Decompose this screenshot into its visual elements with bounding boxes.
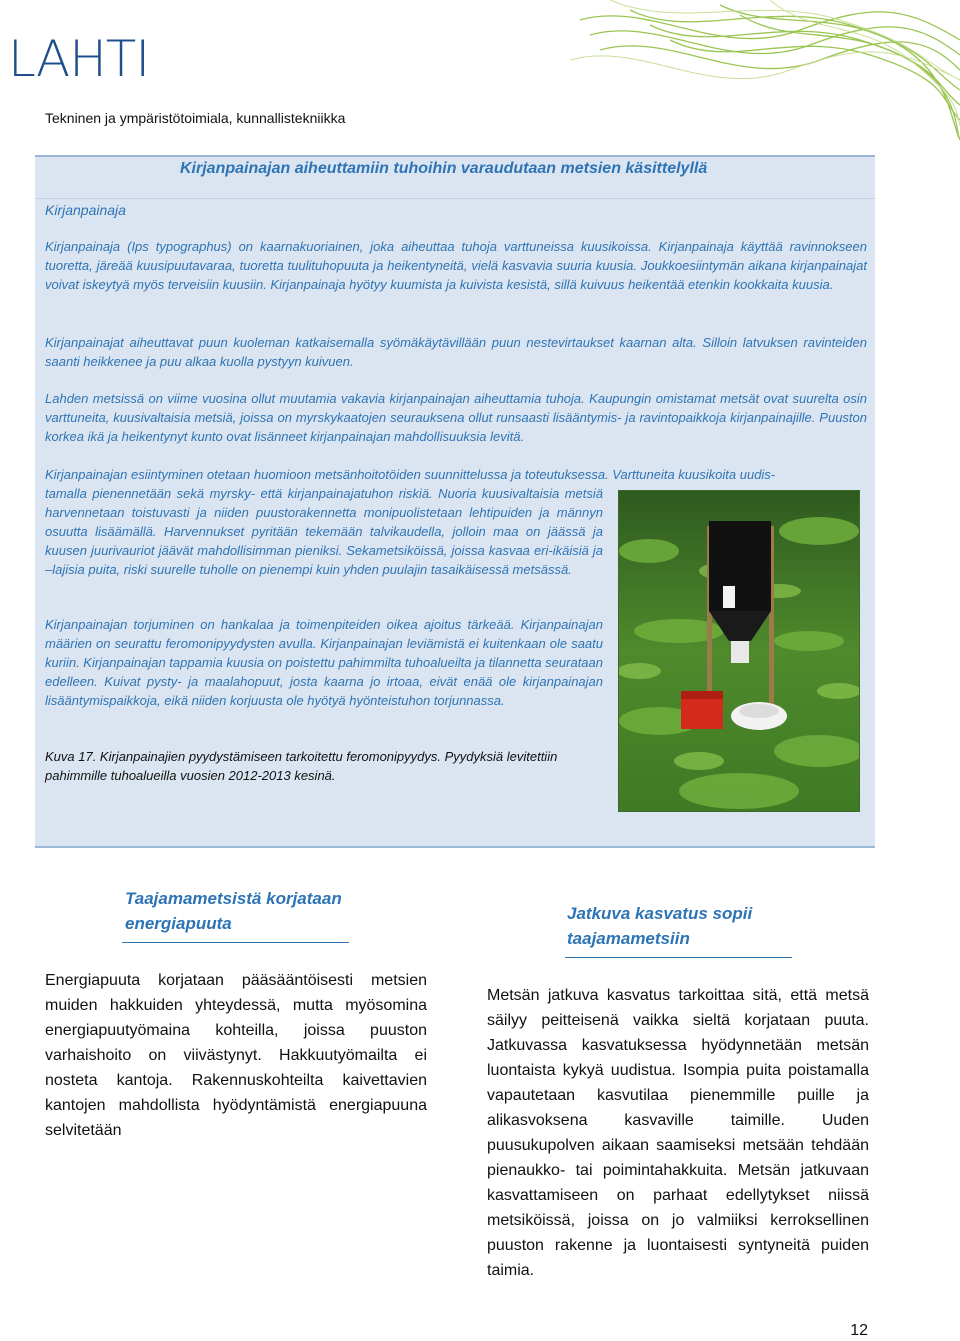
box-divider xyxy=(35,198,875,199)
logo-wordmark: LAHTI xyxy=(8,30,150,88)
right-heading-rule xyxy=(565,957,792,958)
box-paragraph: Lahden metsissä on viime vuosina ollut muutamia vakavia kirjanpainajan aiheuttamia tuhoja. Kaupungin omistamat metsät ovat suurelta osin varttuneita, kuusivaltaisia metsiä, joissa on myrskykaatojen seurauksena ollut runsaasti lisääntymis- ja ravintopaikkoja kirjanpainajille. Puuston korkea ikä ja heikentynyt kunto ovat lisänneet kirjanpainajan mahdollisuuksia levitä. xyxy=(45,391,867,444)
right-column-heading: Jatkuva kasvatus sopii taajamametsiin xyxy=(567,904,753,948)
box-label: Kirjanpainaja xyxy=(45,202,126,218)
box-paragraph: Kirjanpainajat aiheuttavat puun kuoleman katkaisemalla syömäkäytävillään puun nestevirtaukset kaarnan alta. Silloin latvuksen ravinteiden saanti heikkenee ja puu alkaa kuolla pystyyn kuivuen. xyxy=(45,335,867,369)
box-paragraph: tamalla pienennetään sekä myrsky- että kirjanpainajatuhon riskiä. Nuoria kuusivaltaisia metsiä harvennetaan toistuvasti ja niiden puustorakennetta monipuolistetaan lehtipuiden ja männyn osuutta lisäämällä. Harvennukset pyritään tekemään talvikaudella, jolloin maa on jäässä ja kuusen juurivauriot jäävät mahdollisimman pieniksi. Sekametsiköissä, joissa kasvaa eri-ikäisiä ja –lajisia puita, riski suurelle tuholle on pienempi kuin yhden puulajin tasaikäisessä metsässä. xyxy=(45,486,603,577)
trap-photo-illustration xyxy=(619,491,859,811)
decorative-wave-pattern xyxy=(570,0,960,140)
box-heading: Kirjanpainajan aiheuttamiin tuhoihin varaudutaan metsien käsittelyllä xyxy=(180,160,708,177)
left-column-heading: Taajamametsistä korjataan energiapuuta xyxy=(125,889,342,933)
department-line: Tekninen ja ympäristötoimiala, kunnallistekniikka xyxy=(45,110,346,126)
left-heading-rule xyxy=(122,942,349,943)
pheromone-trap-photo xyxy=(618,490,860,812)
right-column-text: Metsän jatkuva kasvatus tarkoittaa sitä, että metsä säilyy peitteisenä vaikka sieltä korjataan puuta. Jatkuvassa kasvatuksessa hyödynnetään metsän luontaista kykyä uudistua. Isompia puita poistamalla vapautetaan kasvutilaa pienemmille puille ja alikasvoksena kasvaville taimille. Uuden puusukupolven aikaan saamiseksi metsään tehdään pienaukko- tai poimintahakkuita. Metsän jatkuvaan kasvattamiseen on parhaat edellytykset niissä metsiköissä, joissa on jo valmiiksi kerroksellinen puuston rakenne ja luontaisesti syntyneitä puiden taimia. xyxy=(487,987,869,1279)
box-paragraph: Kirjanpainajan torjuminen on hankalaa ja toimenpiteiden oikea ajoitus tärkeää. Kirjanpainajan määrien on seurattu feromonipyydysten avulla. Kirjanpainajan leviämistä ei kuitenkaan ole saatu kuriin. Kirjanpainajan tappamia kuusia on poistettu pahimmilta tuhoalueilta ja tilannetta seurataan edelleen. Kuivat pysty- ja maalahopuut, josta kaarna jo irtoaa, eivät enää ole kirjanpainajan lisääntymispaikkoja, eikä niiden korjuusta ole hyötyä hyönteistuhon torjunnassa. xyxy=(45,617,603,708)
box-paragraph: Kirjanpainaja (Ips typographus) on kaarnakuoriainen, joka aiheuttaa tuhoja varttuneissa kuusikoissa. Kirjanpainaja käyttää ravinnokseen tuoretta, järeää kuusipuutavaraa, tuoretta tuulituhopuuta ja heikentyneitä, vielä kasvavia suuria kuusia. Joukkoesiintymän aikana kirjanpainajat voivat iskeytyä myös terveisiin kuusiin. Kirjanpainaja hyötyy kuumista ja kuivista kesistä, sillä kuivuus heikentää etenkin kookkaita kuusia. xyxy=(45,239,867,292)
lahti-logo xyxy=(8,30,150,88)
page-number: 12 xyxy=(850,1322,868,1339)
left-column-text: Energiapuuta korjataan pääsääntöisesti metsien muiden hakkuiden yhteydessä, mutta myösomina energiapuutyömaina kohteilla, joissa puuston varhaishoito on viivästynyt. Hakkuutyömailta ei nosteta kantoja. Rakennuskohteilta kaivettavien kantojen mahdollista hyödyntämistä energiapuuna selvitetään xyxy=(45,972,427,1139)
figure-caption: Kuva 17. Kirjanpainajien pyydystämiseen tarkoitettu feromonipyydys. Pyydyksiä levitettiin pahimmille tuhoalueilla vuosien 2012-2013 kesinä. xyxy=(45,749,558,783)
box-paragraph: Kirjanpainajan esiintyminen otetaan huomioon metsänhoitotöiden suunnittelussa ja toteutuksessa. Varttuneita kuusikoita uudis- xyxy=(45,467,776,482)
